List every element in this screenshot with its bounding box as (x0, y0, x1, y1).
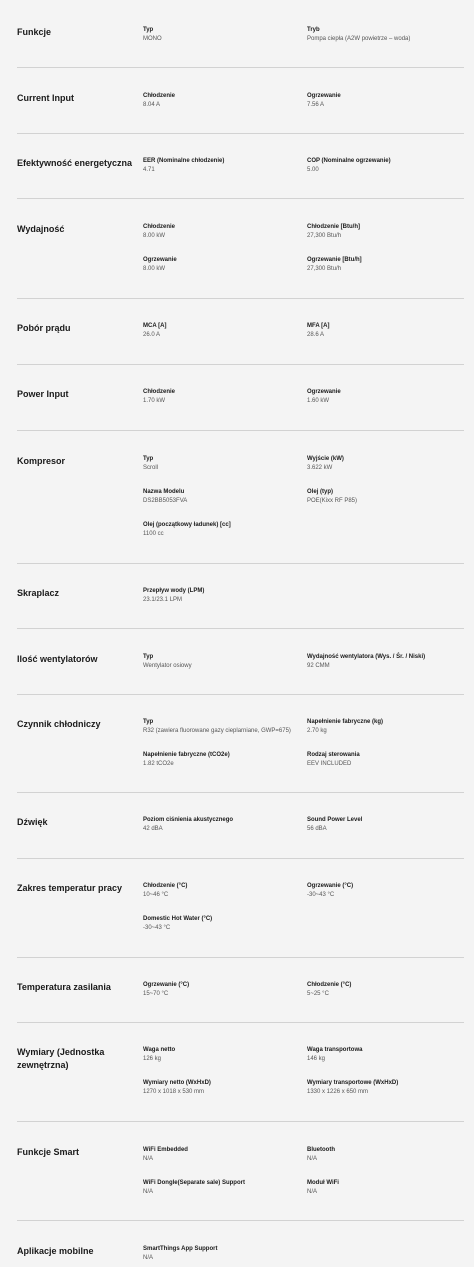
spec-item (143, 915, 298, 933)
section-divider (17, 67, 464, 68)
spec-value: 27,300 Btu/h (307, 266, 342, 272)
section-title: Wymiary (Jednostka zewnętrzna) (17, 1047, 105, 1070)
spec-item (143, 488, 298, 506)
section-divider (17, 364, 464, 365)
spec-value: EEV INCLUDED (307, 761, 352, 767)
section-title: Current Input (17, 93, 74, 103)
spec-item (307, 816, 462, 834)
spec-value: 8.04 A (143, 102, 161, 108)
section-title: Funkcje Smart (17, 1147, 80, 1157)
spec-value: 92 CMM (307, 663, 330, 669)
spec-item (143, 223, 298, 241)
spec-label: Napełnienie fabryczne (kg) (307, 719, 384, 725)
spec-item (307, 1079, 462, 1097)
section-divider (17, 628, 464, 629)
section-divider (17, 133, 464, 134)
spec-value: 26.0 A (143, 332, 161, 338)
spec-item (307, 1046, 462, 1064)
spec-item (307, 157, 462, 175)
spec-label: Olej (typ) (307, 489, 334, 495)
spec-label: Chłodzenie (143, 389, 176, 395)
spec-value: 42 dBA (143, 826, 163, 832)
section-divider (17, 298, 464, 299)
spec-value: 1.60 kW (307, 398, 330, 404)
spec-label: Ogrzewanie (143, 257, 177, 263)
spec-item (307, 751, 462, 769)
section-title: Temperatura zasilania (17, 982, 111, 992)
section-title: Efektywność energetyczna (17, 158, 133, 168)
section-divider (17, 430, 464, 431)
section-title: Dźwięk (17, 817, 48, 827)
spec-value: N/A (307, 1189, 318, 1195)
spec-value: Wentylator osiowy (143, 663, 192, 669)
spec-item (143, 587, 298, 605)
spec-value: 8.00 kW (143, 266, 166, 272)
spec-label: Chłodzenie (143, 93, 176, 99)
spec-value: 28.6 A (307, 332, 325, 338)
spec-value: 56 dBA (307, 826, 327, 832)
spec-label: Typ (143, 719, 154, 725)
spec-label: MFA [A] (307, 323, 330, 329)
spec-label: Typ (143, 456, 154, 462)
spec-value: 10~46 °C (143, 892, 169, 898)
spec-value: 5.00 (307, 167, 319, 173)
spec-item (143, 322, 298, 340)
spec-item (307, 388, 462, 406)
spec-item (143, 882, 298, 900)
spec-label: Wydajność wentylatora (Wys. / Śr. / Niski) (307, 654, 426, 660)
spec-value: 1100 cc (143, 531, 164, 537)
spec-item (307, 1179, 462, 1197)
spec-value: 3.622 kW (307, 465, 333, 471)
spec-item (143, 455, 298, 473)
spec-value: N/A (307, 1156, 318, 1162)
spec-value: POE(Kixx RF P85) (307, 498, 358, 504)
section-divider (17, 1022, 464, 1023)
spec-label: Chłodzenie (°C) (307, 982, 352, 988)
spec-label: Bluetooth (307, 1147, 335, 1153)
spec-item (307, 256, 462, 274)
spec-label: Tryb (307, 27, 320, 33)
spec-label: MCA [A] (143, 323, 167, 329)
spec-item (307, 92, 462, 110)
spec-item (307, 26, 462, 44)
spec-item (143, 26, 298, 44)
spec-item (143, 816, 298, 834)
spec-value: 27,300 Btu/h (307, 233, 342, 239)
spec-item (143, 92, 298, 110)
spec-label: Rodzaj sterowania (307, 752, 360, 758)
spec-value: MONO (143, 36, 162, 42)
section-divider (17, 198, 464, 199)
spec-value: Scroll (143, 465, 159, 471)
spec-value: 15~70 °C (143, 991, 169, 997)
spec-label: WiFi Embedded (143, 1147, 188, 1153)
spec-label: Poziom ciśnienia akustycznego (143, 817, 234, 823)
spec-label: EER (Nominalne chłodzenie) (143, 158, 225, 164)
spec-item (143, 256, 298, 274)
spec-label: Ogrzewanie (307, 93, 341, 99)
spec-label: Nazwa Modelu (143, 489, 185, 495)
section-title: Wydajność (17, 224, 65, 234)
spec-item (307, 981, 462, 999)
spec-value: 1330 x 1226 x 650 mm (307, 1089, 369, 1095)
spec-label: Ogrzewanie (°C) (143, 982, 190, 988)
spec-label: Chłodzenie (°C) (143, 883, 188, 889)
spec-item (143, 388, 298, 406)
section-divider (17, 1121, 464, 1122)
section-divider (17, 563, 464, 564)
section-title: Skraplacz (17, 588, 60, 598)
spec-label: Napełnienie fabryczne (tCO2e) (143, 752, 230, 758)
spec-value: 146 kg (307, 1056, 326, 1062)
spec-value: 23.1/23.1 LPM (143, 597, 183, 603)
section-title: Kompresor (17, 456, 66, 466)
spec-value: N/A (143, 1189, 154, 1195)
spec-label: Waga transportowa (307, 1047, 363, 1053)
spec-item (143, 1179, 298, 1197)
spec-value: Pompa ciepła (A2W powietrze – woda) (307, 36, 411, 42)
spec-item (143, 521, 298, 539)
spec-item (143, 653, 298, 671)
section-title: Ilość wentylatorów (17, 654, 98, 664)
spec-value: -30~43 °C (307, 892, 335, 898)
spec-value: N/A (143, 1255, 154, 1261)
spec-label: Waga netto (143, 1047, 176, 1053)
spec-label: COP (Nominalne ogrzewanie) (307, 158, 391, 164)
section-divider (17, 858, 464, 859)
spec-value: 1.82 tCO2e (143, 761, 174, 767)
spec-item (307, 882, 462, 900)
section-title: Funkcje (17, 27, 52, 37)
spec-item (307, 1146, 462, 1164)
spec-value: 5~25 °C (307, 991, 329, 997)
spec-item (307, 488, 462, 506)
section-divider (17, 1220, 464, 1221)
spec-value: R32 (zawiera fluorowane gazy cieplarniane, GWP=675) (143, 728, 291, 734)
spec-value: 7.56 A (307, 102, 325, 108)
spec-item (143, 1245, 298, 1263)
spec-label: Typ (143, 654, 154, 660)
spec-item (143, 1046, 298, 1064)
spec-item (307, 455, 462, 473)
section-title: Power Input (17, 389, 69, 399)
spec-label: Ogrzewanie [Btu/h] (307, 257, 362, 263)
spec-label: Olej (początkowy ładunek) [cc] (143, 522, 231, 528)
spec-item (143, 718, 298, 736)
spec-label: Moduł WiFi (307, 1180, 339, 1186)
spec-item (143, 157, 298, 175)
section-title: Czynnik chłodniczy (17, 719, 101, 729)
spec-label: WiFi Dongle(Separate sale) Support (143, 1180, 245, 1186)
spec-label: Wymiary netto (WxHxD) (143, 1080, 211, 1086)
spec-value: DS2BB5053FVA (143, 498, 188, 504)
spec-label: Domestic Hot Water (°C) (143, 916, 213, 922)
spec-label: Typ (143, 27, 154, 33)
spec-value: 126 kg (143, 1056, 162, 1062)
spec-label: Przepływ wody (LPM) (143, 588, 205, 594)
spec-label: Chłodzenie [Btu/h] (307, 224, 360, 230)
section-title: Aplikacje mobilne (17, 1246, 94, 1256)
spec-label: SmartThings App Support (143, 1246, 218, 1252)
spec-item (307, 223, 462, 241)
spec-item (143, 1079, 298, 1097)
spec-item (307, 718, 462, 736)
section-title: Zakres temperatur pracy (17, 883, 123, 893)
spec-value: -30~43 °C (143, 925, 171, 931)
spec-item (143, 981, 298, 999)
section-divider (17, 957, 464, 958)
spec-value: 4.71 (143, 167, 155, 173)
spec-label: Chłodzenie (143, 224, 176, 230)
section-title: Pobór prądu (17, 323, 71, 333)
spec-value: N/A (143, 1156, 154, 1162)
spec-item (143, 751, 298, 769)
spec-item (143, 1146, 298, 1164)
spec-label: Ogrzewanie (°C) (307, 883, 354, 889)
spec-value: 8.00 kW (143, 233, 166, 239)
spec-label: Sound Power Level (307, 817, 363, 823)
spec-value: 1.70 kW (143, 398, 166, 404)
section-divider (17, 792, 464, 793)
spec-label: Wyjście (kW) (307, 456, 344, 462)
spec-label: Ogrzewanie (307, 389, 341, 395)
spec-item (307, 653, 462, 671)
spec-item (307, 322, 462, 340)
section-divider (17, 694, 464, 695)
spec-value: 1270 x 1018 x 530 mm (143, 1089, 205, 1095)
spec-value: 2.70 kg (307, 728, 327, 734)
spec-label: Wymiary transportowe (WxHxD) (307, 1080, 399, 1086)
